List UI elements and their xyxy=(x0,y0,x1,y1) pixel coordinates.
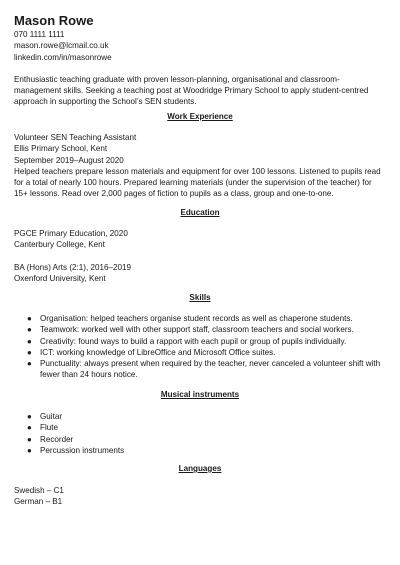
phone-number: 070 1111 1111 xyxy=(14,30,65,39)
job-description: Helped teachers prepare lesson materials and equipment for over 100 lessons. Listened to pupils read for a total of nearly 100 hours. Prepared learning materials (under the supervision of the teacher) for 15+ lessons. Read over 2,000 pages of fiction to pupils as a class, group and one-to-one. xyxy=(14,166,381,199)
list-item: ● Guitar xyxy=(27,412,63,421)
work-experience-heading: Work Experience xyxy=(167,112,233,121)
instruments-list xyxy=(14,411,386,456)
bullet-icon: ● xyxy=(27,325,32,335)
list-item: German – B1 xyxy=(14,497,63,507)
bullet-icon: ● xyxy=(27,445,32,455)
education-heading: Education xyxy=(180,208,220,217)
work-experience-section xyxy=(14,111,386,200)
list-item: ● Recorder xyxy=(27,434,74,444)
list-item: ● Flute xyxy=(27,423,58,433)
bullet-icon: ● xyxy=(27,347,32,357)
languages-heading: Languages xyxy=(178,464,222,473)
job-role: Volunteer SEN Teaching Assistant xyxy=(14,133,137,142)
bullet-icon: ● xyxy=(27,412,32,421)
musical-instruments-section xyxy=(14,389,386,456)
list-item: ● Organisation: helped teachers organise student records as well as chaperone students. xyxy=(27,314,353,323)
bullet-icon: ● xyxy=(27,336,32,346)
bullet-icon: ● xyxy=(27,423,32,433)
skills-section xyxy=(14,292,386,381)
languages-section xyxy=(14,463,386,508)
languages-list xyxy=(14,485,386,508)
skills-heading: Skills xyxy=(189,293,211,302)
list-item: ● Teamwork: worked well with other support staff, classroom teachers and social workers. xyxy=(27,325,354,335)
bullet-icon: ● xyxy=(27,359,32,369)
list-item: Swedish – C1 xyxy=(14,486,64,495)
bullet-icon: ● xyxy=(27,314,32,323)
education-school: Canterbury College, Kent xyxy=(14,240,105,250)
candidate-name: Mason Rowe xyxy=(14,13,94,28)
bullet-icon: ● xyxy=(27,434,32,444)
professional-summary: Enthusiastic teaching graduate with proven lesson-planning, organisational and classroom-management skills. Seeking a teaching post at Woodridge Primary School to apply student-centred approach in supporting the School’s SEN students. xyxy=(14,74,369,107)
education-entry xyxy=(14,228,386,251)
musical-instruments-heading: Musical instruments xyxy=(160,390,240,399)
list-item: ● Creativity: found ways to build a rapport with each pupil or group of pupils individually. xyxy=(27,336,347,346)
list-item: ● Punctuality: always present when required by the teacher, never canceled a volunteer shift with fewer than 24 hours notice. xyxy=(27,359,381,380)
job-employer: Ellis Primary School, Kent xyxy=(14,144,108,154)
linkedin-url: linkedin.com/in/masonrowe xyxy=(14,52,112,62)
list-item: ● ICT: working knowledge of LibreOffice and Microsoft Office suites. xyxy=(27,347,276,357)
education-degree: PGCE Primary Education, 2020 xyxy=(14,229,128,238)
skills-list xyxy=(14,313,386,381)
job-dates: September 2019–August 2020 xyxy=(14,155,124,165)
education-school: Oxenford University, Kent xyxy=(14,273,106,283)
education-degree: BA (Hons) Arts (2:1), 2016–2019 xyxy=(14,262,131,272)
resume-header xyxy=(14,13,386,63)
education-entry xyxy=(14,262,386,285)
email-address: mason.rowe@lcmail.co.uk xyxy=(14,41,109,51)
education-section xyxy=(14,207,386,284)
list-item: ● Percussion instruments xyxy=(27,445,125,455)
